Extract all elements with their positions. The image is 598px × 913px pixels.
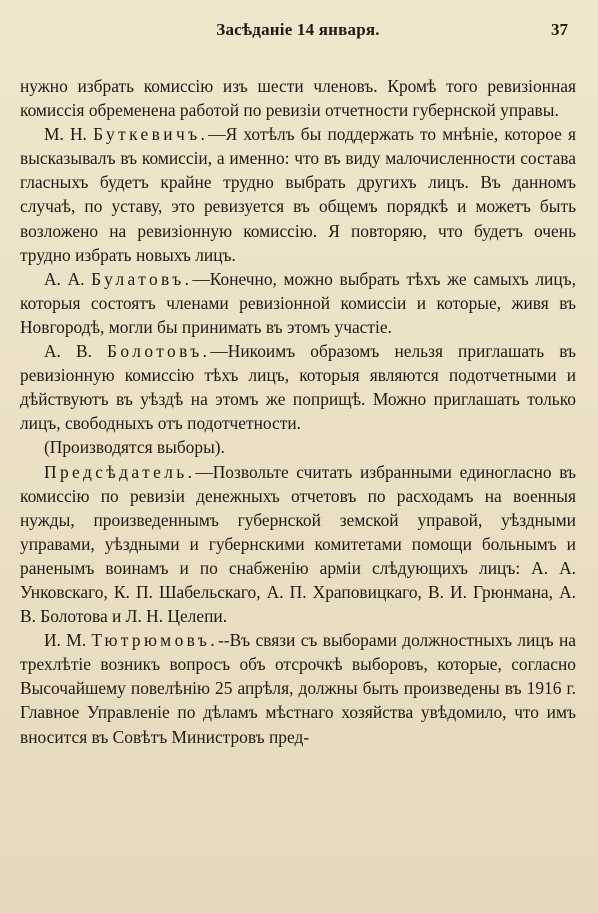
speaker-name: Булатовъ. xyxy=(91,268,193,289)
paragraph-text: —Я хотѣлъ бы поддержать то мнѣніе, которое я высказывалъ въ комиссіи, а именно: что въ виду малочисленности состава гласныхъ будетъ крайне трудно выбрать другихъ лицъ. Въ данномъ случаѣ, по уставу, это ревизуется въ общемъ порядкѣ и можетъ быть возложено на ревизіонную комиссію. Я повторяю, что будетъ очень трудно избрать новыхъ лицъ. xyxy=(20,124,576,265)
speaker-initials: А. А. xyxy=(44,268,85,289)
speaker-name: Болотовъ. xyxy=(107,341,211,362)
paragraph-bulatov xyxy=(20,267,576,339)
speaker-initials: М. Н. xyxy=(44,124,87,145)
paragraph-text: —Никоимъ образомъ нельзя приглашать въ ревизіонную комиссію тѣхъ лицъ, которыя являются подотчетными и дѣйствуютъ въ уѣздѣ на этомъ же поприщѣ. Можно приглашать только лицъ, свободныхъ отъ подотчетности. xyxy=(20,341,577,434)
speaker-name: Тютрюмовъ. xyxy=(91,630,218,651)
paragraph-text: --Въ связи съ выборами должностныхъ лицъ на трехлѣтіе возникъ вопросъ объ отсрочкѣ выборовъ, которые, согласно Высочайшему повелѣнію 25 апрѣля, должны быть произведены въ 1916 г. Главное Управленіе по дѣламъ мѣстнаго хозяйства увѣдомило, что имъ вносится въ Совѣтъ Министровъ пред- xyxy=(20,630,576,747)
paragraph-elections-note xyxy=(20,435,576,459)
paragraph-text: —Позвольте считать избранными единогласно въ комиссію по ревизіи денежныхъ отчетовъ по расходамъ на военныя нужды, произведеннымъ губернской земской управой, уѣздными управами, уѣздными и губернскими комитетами помощи больнымъ и раненымъ воинамъ и по снабженію арміи слѣдующихъ лицъ: А. А. Унковскаго, К. П. Шабельскаго, А. П. Храповицкаго, В. И. Грюнмана, А. В. Болотова и Л. Н. Целепи. xyxy=(20,461,576,627)
page-number: 37 xyxy=(551,20,568,39)
speaker-initials: И. М. xyxy=(44,630,87,651)
paragraph-text: нужно избрать комиссію изъ шести членовъ. Кромѣ того ревизіонная комиссія обременена работой по ревизіи отчетности губернской управы. xyxy=(20,76,576,121)
speaker-initials: А. В. xyxy=(44,341,92,362)
paragraph-continuation xyxy=(20,74,576,122)
page-body xyxy=(20,74,576,749)
paragraph-text: —Конечно, можно выбрать тѣхъ же самыхъ лицъ, которыя состоятъ членами ревизіонной комиссіи и которые, живя въ Новгородѣ, могли бы принимать въ этомъ участіе. xyxy=(20,268,576,337)
paragraph-bolotov xyxy=(20,339,576,435)
paragraph-text: (Производятся выборы). xyxy=(44,437,225,458)
speaker-name: Предсѣдатель. xyxy=(44,461,196,482)
speaker-name: Буткевичъ. xyxy=(93,124,209,145)
paragraph-tyutryumov xyxy=(20,628,576,748)
paragraph-butkevich xyxy=(20,122,576,267)
paragraph-chairman xyxy=(20,460,576,629)
running-head: Засѣданіе 14 января. xyxy=(216,20,380,39)
page-header xyxy=(20,20,576,44)
